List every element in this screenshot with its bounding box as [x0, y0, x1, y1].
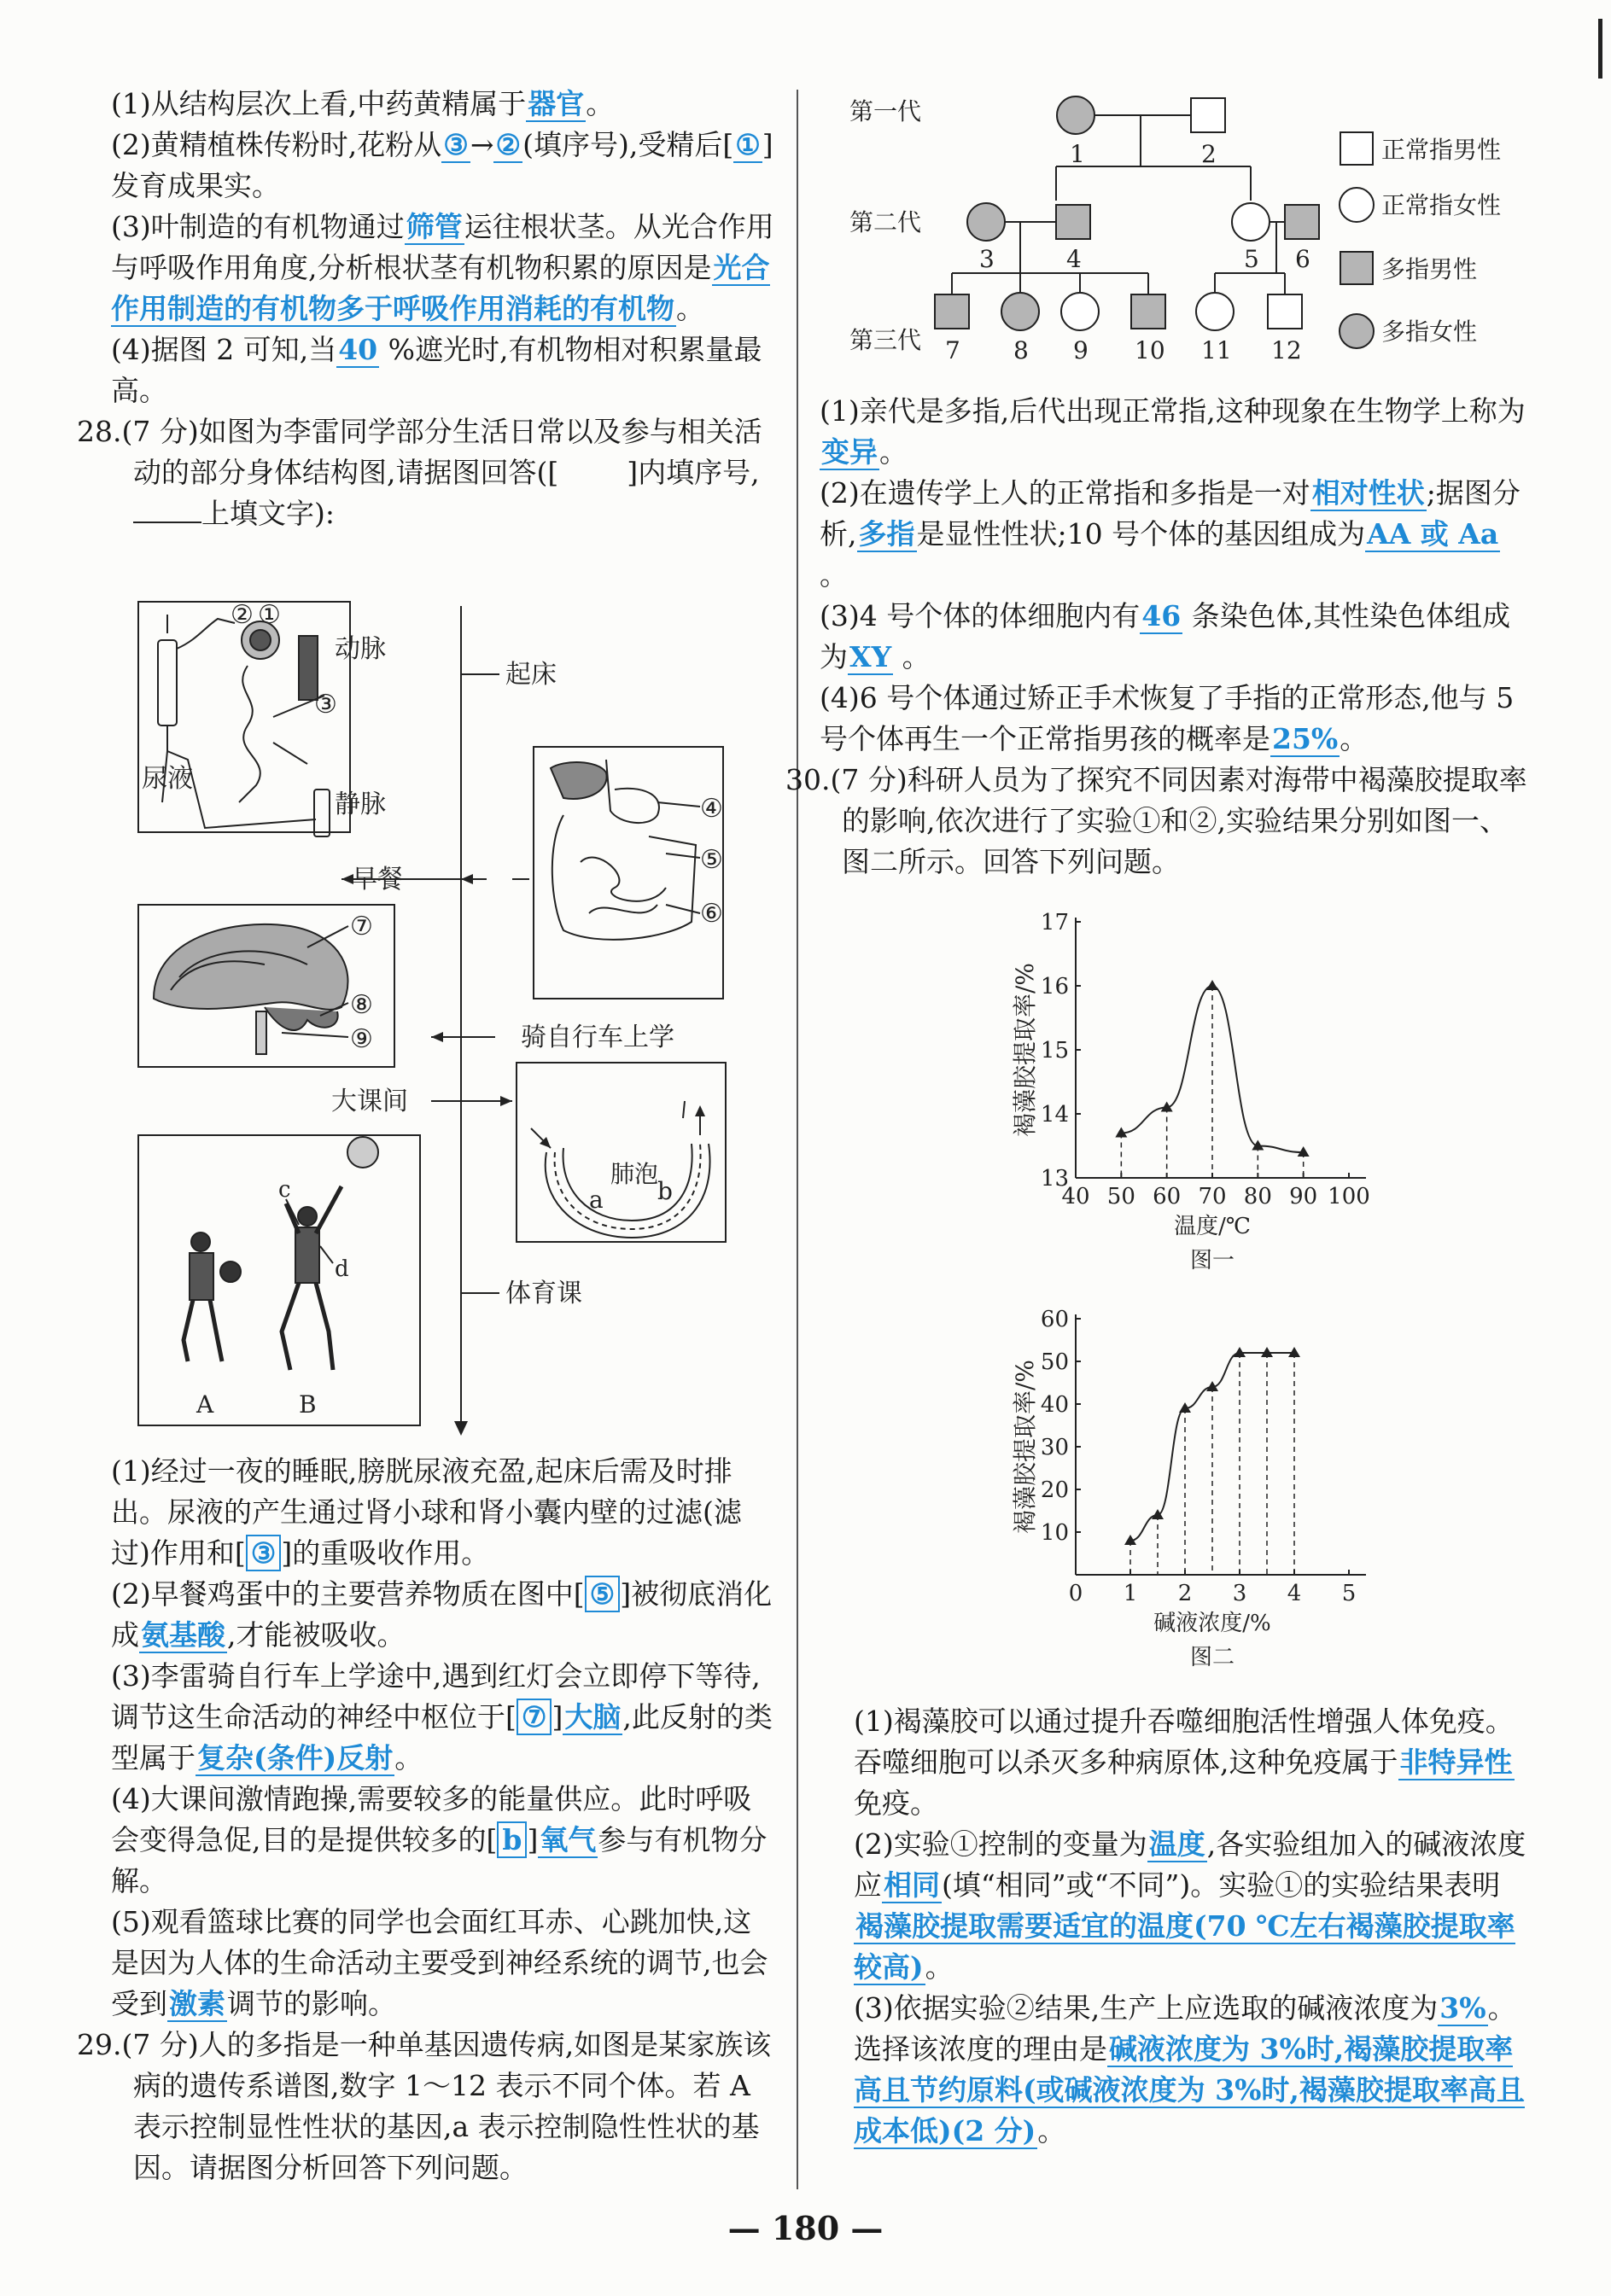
timeline-breakfast: 早餐: [352, 865, 403, 895]
legend-normal-female-icon: [1340, 188, 1374, 222]
label-c: c: [278, 1177, 291, 1203]
individual-1: [1057, 96, 1094, 134]
answer: 器官: [528, 87, 585, 120]
q30-part1: (1)褐藻胶可以通过提升吞噬细胞活性增强人体免疫。吞噬细胞可以杀灭多种病原体,这种免疫属于非特异性免疫。: [854, 1705, 1514, 1820]
chart-temperature: [973, 896, 1451, 1289]
answer: 多指: [858, 517, 915, 551]
answer: 46: [1141, 599, 1182, 632]
answer: ③: [246, 1535, 282, 1571]
label-vein: 静脉: [335, 790, 386, 819]
x-tick-label: 5: [1341, 1581, 1357, 1606]
x-axis-label: 温度/℃: [1174, 1214, 1251, 1239]
gen-3-label: 第三代: [849, 326, 922, 354]
legend-normal-male-icon: [1340, 132, 1373, 165]
q29-part1: (1)亲代是多指,后代出现正常指,这种现象在生物学上称为变异。: [820, 394, 1526, 469]
answer: ②: [495, 128, 522, 161]
answer: 40: [338, 333, 378, 366]
label-7: ⑦: [350, 912, 373, 941]
legend-normal-female: 正常指女性: [1381, 191, 1502, 219]
y-tick-label: 17: [1040, 910, 1069, 935]
q30-part2: (2)实验①控制的变量为温度,各实验组加入的碱液浓度应相同(填“相同”或“不同”)。实验①的实验结果表明褐藻胶提取需要适宜的温度(70 ℃左右褐藻胶提取率较高)。: [854, 1827, 1526, 1984]
x-tick-label: 70: [1198, 1184, 1227, 1209]
digestive-drawing: [551, 760, 700, 940]
y-tick-label: 60: [1040, 1307, 1069, 1332]
answer: ③: [443, 128, 469, 161]
id-3: 3: [979, 245, 995, 273]
individual-2: [1191, 98, 1225, 132]
y-axis-label: 褐藻胶提取率/%: [1011, 1359, 1039, 1535]
data-point: [1206, 980, 1218, 990]
q29-part4: (4)6 号个体通过矫正手术恢复了手指的正常形态,他与 5 号个体再生一个正常指男孩的概率是25%。: [820, 681, 1515, 755]
x-tick-label: 50: [1106, 1184, 1135, 1209]
gen-1-label: 第一代: [849, 97, 922, 125]
x-tick-label: 90: [1289, 1184, 1318, 1209]
individual-8: [1001, 293, 1039, 330]
answer: b: [497, 1821, 527, 1858]
y-axis-label: 褐藻胶提取率/%: [1011, 962, 1039, 1138]
answer: AA 或 Aa: [1367, 517, 1499, 551]
id-2: 2: [1201, 140, 1217, 168]
left-column-lower: [77, 1451, 777, 2188]
q28-part2: (2)早餐鸡蛋中的主要营养物质在图中[ ⑤ ]被彻底消化成氨基酸,才能被吸收。: [111, 1577, 773, 1652]
timeline-cycling: 骑自行车上学: [521, 1023, 674, 1052]
x-tick-label: 4: [1287, 1581, 1302, 1606]
individual-7: [935, 294, 969, 329]
individual-12: [1268, 294, 1302, 329]
q27-part4: (4)据图 2 可知,当40 %遮光时,有机物相对积累量最高。: [111, 333, 762, 407]
x-tick-label: 100: [1328, 1184, 1370, 1209]
label-a: a: [589, 1186, 604, 1214]
id-9: 9: [1073, 336, 1089, 364]
q28-part3: (3)李雷骑自行车上学途中,遇到红灯会立即停下等待,调节这生命活动的神经中枢位于[ ⑦ ]大脑,此反射的类型属于复杂(条件)反射。: [111, 1659, 773, 1774]
id-7: 7: [945, 336, 960, 364]
alveolus-box: [517, 1063, 726, 1242]
id-1: 1: [1070, 140, 1085, 168]
chart-title: 图一: [1189, 1248, 1235, 1273]
q28-part5: (5)观看篮球比赛的同学也会面红耳赤、心跳加快,这是因为人体的生命活动主要受到神经系统的调节,也会受到激素调节的影响。: [111, 1905, 768, 2020]
y-tick-label: 15: [1040, 1038, 1069, 1064]
q29-part2: (2)在遗传学上人的正常指和多指是一对相对性状;据图分析,多指是显性性状;10 号个体的基因组成为AA 或 Aa 。: [820, 476, 1521, 591]
x-tick-label: 40: [1061, 1184, 1090, 1209]
answer: ⑦: [517, 1699, 552, 1735]
id-12: 12: [1271, 336, 1302, 364]
y-tick-label: 14: [1040, 1102, 1069, 1128]
legend-normal-male: 正常指男性: [1381, 136, 1502, 164]
y-tick-label: 10: [1040, 1520, 1069, 1546]
pedigree-chart: [849, 77, 1532, 393]
x-tick-label: 80: [1243, 1184, 1272, 1209]
answer: ①: [735, 128, 761, 161]
label-alveolus: 肺泡: [610, 1160, 659, 1188]
individual-6: [1285, 205, 1319, 239]
left-column: [77, 84, 777, 534]
chart-title: 图二: [1189, 1645, 1235, 1670]
answer: 3%: [1439, 1991, 1486, 2025]
x-tick-label: 3: [1232, 1581, 1247, 1606]
q28-part1: (1)经过一夜的睡眠,膀胱尿液充盈,起床后需及时排出。尿液的产生通过肾小球和肾小囊内壁的过滤(滤过)作用和[ ③ ]的重吸收作用。: [111, 1454, 742, 1570]
label-A: A: [196, 1390, 214, 1419]
nephron-drawing: [158, 615, 330, 836]
y-tick-label: 50: [1040, 1349, 1069, 1375]
id-5: 5: [1244, 245, 1259, 273]
x-tick-label: 2: [1177, 1581, 1193, 1606]
q29-part3: (3)4 号个体的体细胞内有46 条染色体,其性染色体组成为XY 。: [820, 599, 1511, 673]
answer: 筛管: [406, 210, 463, 243]
id-11: 11: [1201, 336, 1232, 364]
x-tick-label: 0: [1068, 1581, 1083, 1606]
answer: 氨基酸: [141, 1618, 225, 1652]
individual-10: [1131, 294, 1165, 329]
answer: 碱液浓度为 3%时,褐藻胶提取率高且节约原料(或碱液浓度为 3%时,褐藻胶提取率高且成本低)(2 分): [854, 2032, 1525, 2147]
timeline-pe: 体育课: [505, 1279, 582, 1308]
answer: ⑤: [585, 1576, 621, 1612]
individual-11: [1196, 293, 1234, 330]
label-8: ⑧: [350, 990, 373, 1020]
binding-edge: [1598, 19, 1602, 79]
page-number: — 180 —: [727, 2209, 884, 2247]
label-5: ⑤: [700, 845, 723, 875]
x-axis-label: 碱液浓度/%: [1153, 1611, 1271, 1636]
brain-drawing: [154, 924, 348, 1054]
label-urine: 尿液: [142, 764, 193, 794]
label-2: ②: [231, 600, 254, 630]
timeline-break: 大课间: [331, 1087, 408, 1116]
answer: 相对性状: [1311, 476, 1425, 510]
label-6: ⑥: [700, 899, 723, 929]
answer: 激素: [169, 1987, 225, 2020]
label-9: ⑨: [350, 1024, 373, 1054]
right-column-lower: [854, 1701, 1528, 2152]
q27-part1: (1)从结构层次上看,中药黄精属于器官。: [111, 87, 615, 120]
timeline-wakeup: 起床: [505, 660, 557, 690]
q28-part4: (4)大课间激情跑操,需要较多的能量供应。此时呼吸会变得急促,目的是提供较多的[ b ]氧气参与有机物分解。: [111, 1782, 768, 1897]
column-divider: [797, 90, 798, 2189]
answer: 25%: [1272, 722, 1339, 755]
x-tick-label: 60: [1153, 1184, 1182, 1209]
individual-3: [967, 203, 1005, 241]
individual-5: [1232, 203, 1270, 241]
answer: 光合作用制造的有机物多于呼吸作用消耗的有机物: [111, 251, 770, 325]
answer: 非特异性: [1399, 1745, 1513, 1779]
q28-stem: 28.(7 分)如图为李雷同学部分生活日常以及参与相关活动的部分身体结构图,请据图回答([ ]内填序号,上填文字):: [77, 415, 762, 530]
legend-affected-male: 多指男性: [1381, 255, 1478, 283]
y-tick-label: 40: [1040, 1392, 1069, 1418]
label-d: d: [335, 1256, 349, 1282]
q30-stem: 30.(7 分)科研人员为了探究不同因素对海带中褐藻胶提取率的影响,依次进行了实验①和②,实验结果分别如图一、图二所示。回答下列问题。: [785, 763, 1527, 878]
answer: XY: [849, 640, 892, 673]
y-tick-label: 13: [1040, 1166, 1069, 1192]
legend-affected-female-icon: [1340, 314, 1374, 348]
label-1: ①: [258, 600, 281, 630]
id-8: 8: [1013, 336, 1029, 364]
answer: 变异: [821, 435, 878, 469]
legend-affected-male-icon: [1340, 252, 1373, 284]
y-tick-label: 16: [1040, 974, 1069, 999]
data-point: [1252, 1140, 1264, 1151]
legend-affected-female: 多指女性: [1381, 318, 1478, 346]
basketball-drawing: [184, 1137, 378, 1370]
chart-alkali: [973, 1293, 1451, 1686]
q29-stem: 29.(7 分)人的多指是一种单基因遗传病,如图是某家族该病的遗传系谱图,数字 1～12 表示不同个体。若 A 表示控制显性性状的基因,a 表示控制隐性性状的基因。请据图分析回答下列问题。: [77, 2028, 772, 2184]
label-4: ④: [700, 794, 723, 824]
id-6: 6: [1295, 245, 1310, 273]
answer: 温度: [1148, 1827, 1205, 1861]
label-artery: 动脉: [335, 634, 386, 664]
y-tick-label: 20: [1040, 1477, 1069, 1503]
individual-9: [1061, 293, 1099, 330]
x-tick-label: 1: [1123, 1581, 1138, 1606]
label-b: b: [657, 1177, 673, 1205]
individual-4: [1056, 205, 1090, 239]
label-B: B: [299, 1390, 317, 1419]
answer: 氧气: [540, 1823, 597, 1856]
q28-figure: [137, 589, 785, 1442]
right-column-upper: [785, 391, 1528, 883]
q30-part3: (3)依据实验②结果,生产上应选取的碱液浓度为3%。选择该浓度的理由是碱液浓度为 3%时,褐藻胶提取率高且节约原料(或碱液浓度为 3%时,褐藻胶提取率高且成本低)(2 分)。: [854, 1991, 1525, 2147]
answer: 复杂(条件)反射: [197, 1741, 394, 1774]
id-4: 4: [1066, 245, 1082, 273]
answer: 大脑: [564, 1700, 622, 1734]
answer: 相同: [884, 1868, 940, 1902]
id-10: 10: [1135, 336, 1165, 364]
label-3: ③: [314, 690, 337, 720]
q27-part2: (2)黄精植株传粉时,花粉从③→②(填序号),受精后[①]发育成果实。: [111, 128, 773, 202]
q27-part3: (3)叶制造的有机物通过筛管运往根状茎。从光合作用与呼吸作用角度,分析根状茎有机物积累的原因是光合作用制造的有机物多于呼吸作用消耗的有机物。: [111, 210, 774, 325]
y-tick-label: 30: [1040, 1435, 1069, 1460]
answer: 褐藻胶提取需要适宜的温度(70 ℃左右褐藻胶提取率较高): [854, 1909, 1515, 1984]
gen-2-label: 第二代: [849, 208, 922, 236]
